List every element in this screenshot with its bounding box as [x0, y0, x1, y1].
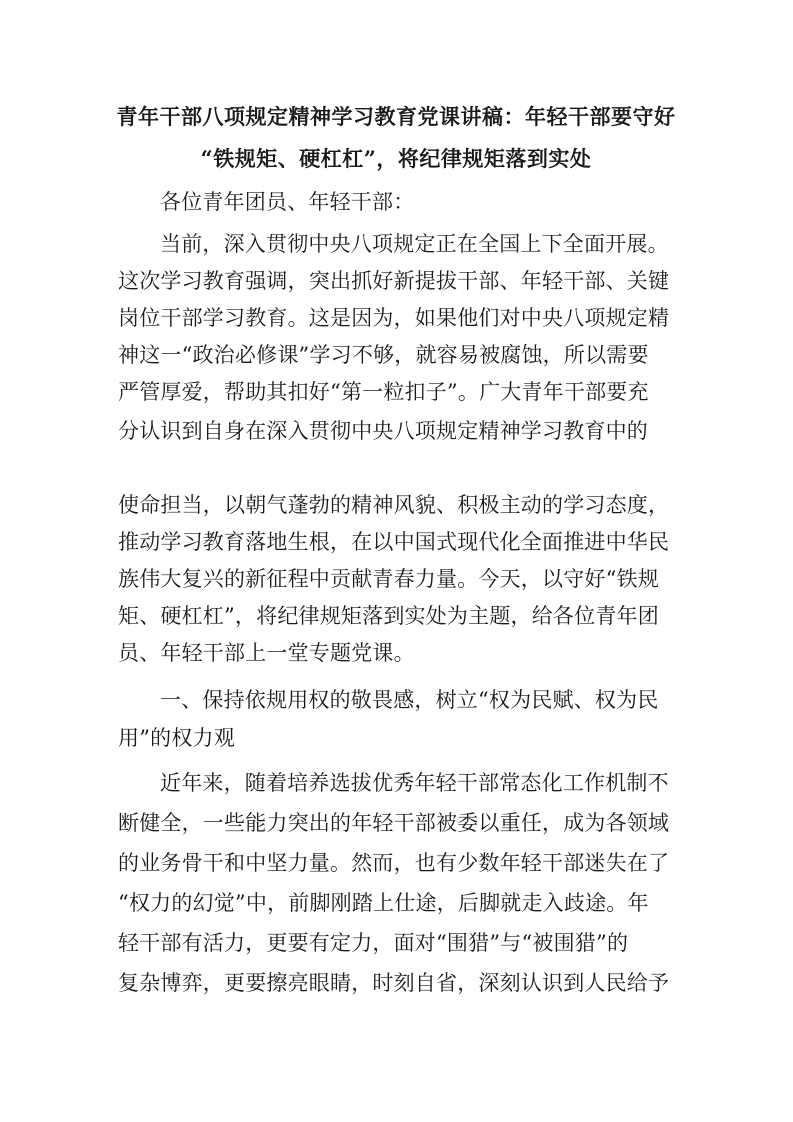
body-line: 断健全，一些能力突出的年轻干部被委以重任，成为各领域: [118, 811, 670, 835]
body-line: 员、年轻干部上一堂专题党课。: [118, 641, 415, 665]
body-line: 族伟大复兴的新征程中贡献青春力量。今天，以守好“铁规: [118, 567, 659, 591]
body-line: 使命担当，以朝气蓬勃的精神风貌、积极主动的学习态度，: [118, 493, 670, 517]
body-line: 推动学习教育落地生根，在以中国式现代化全面推进中华民: [118, 530, 670, 554]
body-line: 这次学习教育强调，突出抓好新提拔干部、年轻干部、关键: [118, 269, 670, 293]
body-line: 轻干部有活力，更要有定力，面对“围猎”与“被围猎”的: [118, 931, 629, 955]
body-line: 的业务骨干和中坚力量。然而，也有少数年轻干部迷失在了: [118, 851, 670, 875]
document-title-line-1: 青年干部八项规定精神学习教育党课讲稿：年轻干部要守好: [116, 104, 676, 129]
section-heading-line-2: 用”的权力观: [118, 726, 235, 750]
section-heading-line-1: 一、保持依规用权的敬畏感，树立“权为民赋、权为民: [160, 688, 659, 712]
body-line: 神这一“政治必修课”学习不够，就容易被腐蚀，所以需要: [118, 343, 649, 367]
body-line: “权力的幻觉”中，前脚刚踏上仕途，后脚就走入歧途。年: [118, 891, 649, 915]
body-line: 复杂博弈，更要擦亮眼睛，时刻自省，深刻认识到人民给予: [118, 971, 670, 995]
body-line: 近年来，随着培养选拔优秀年轻干部常态化工作机制不: [160, 771, 669, 795]
body-line: 分认识到自身在深入贯彻中央八项规定精神学习教育中的: [118, 419, 648, 443]
body-line: 矩、硬杠杠”，将纪律规矩落到实处为主题，给各位青年团: [118, 604, 659, 628]
document-title-line-2: “铁规矩、硬杠杠”，将纪律规矩落到实处: [200, 146, 592, 171]
body-line: 岗位干部学习教育。这是因为，如果他们对中央八项规定精: [118, 306, 670, 330]
salutation: 各位青年团员、年轻干部：: [160, 190, 415, 214]
body-line: 严管厚爱，帮助其扣好“第一粒扣子”。广大青年干部要充: [118, 380, 649, 404]
body-line: 当前，深入贯彻中央八项规定正在全国上下全面开展。: [160, 232, 669, 256]
